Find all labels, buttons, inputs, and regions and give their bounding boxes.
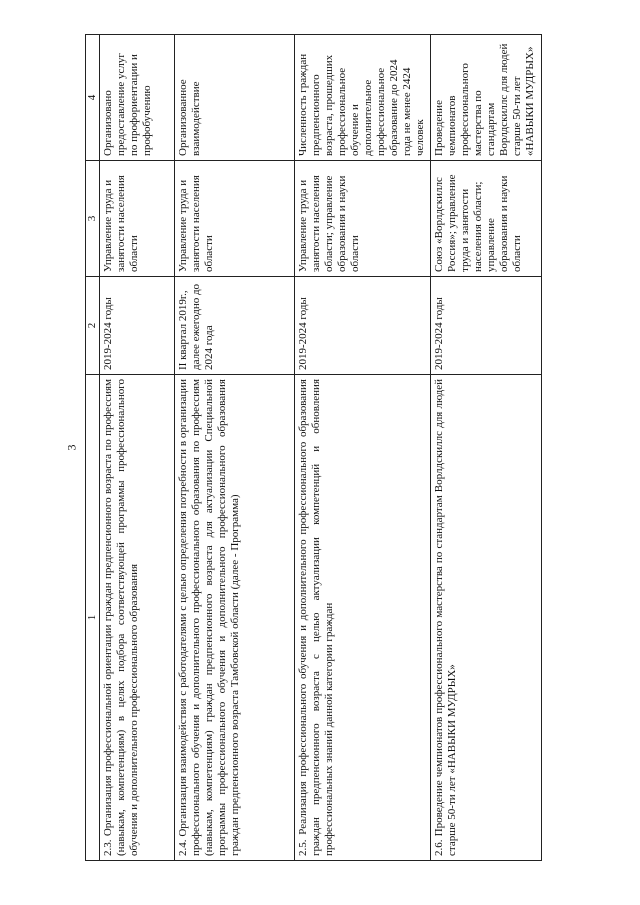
period-cell: 2019-2024 годы [99, 277, 174, 375]
table-row [294, 35, 430, 861]
executors-cell: Управление труда и занятости населения области [99, 161, 174, 277]
executors-cell: Союз «Ворлдскиллс Россия»; управление труда и занятости населения области; управление образования и науки области [430, 161, 541, 277]
period-cell: 2019-2024 годы [430, 277, 541, 375]
action-plan-table [85, 34, 542, 861]
column-number: 4 [86, 35, 100, 161]
column-number: 3 [86, 161, 100, 277]
column-number: 2 [86, 277, 100, 375]
executors-cell: Управление труда и занятости населения области; управление образования и науки области [294, 161, 430, 277]
table-row [174, 35, 294, 861]
result-cell: Численность граждан предпенсионного возраста, прошедших профессиональное обучение и дополнительное профессиональное образование до 2024 года не менее 2424 человек [294, 35, 430, 161]
column-number: 1 [86, 375, 100, 861]
activity-cell: 2.5. Реализация профессионального обучения и дополнительного профессионального образования граждан предпенсионного возраста с целью актуализации компетенций и обновления профессиональных знаний данной категории граждан [294, 375, 430, 861]
page-number: 3 [64, 444, 79, 451]
period-cell: 2019-2024 годы [294, 277, 430, 375]
activity-cell: 2.3. Организация профессиональной ориентации граждан предпенсионного возраста по профессиям (навыкам, компетенциям) в целях подбора соответствующей программы профессионального обучения и дополнительного профессионального образования [99, 375, 174, 861]
column-numbers-row [86, 35, 100, 861]
activity-cell: 2.4. Организация взаимодействия с работодателями с целью определения потребности в организации профессионального обучения и дополнительного профессионального образования по профессиям (навыкам, компетенциям) граждан предпенсионного возраста для актуализации Специальной программы профессионального обучения и дополнительного профессионального образования граждан предпенсионного возраста Тамбовской области (далее - Программа) [174, 375, 294, 861]
result-cell: Организованное взаимодействие [174, 35, 294, 161]
table-container [85, 35, 536, 861]
result-cell: Организовано предоставление услуг по профориентации и профобучению [99, 35, 174, 161]
period-cell: II квартал 2019г., далее ежегодно до 2024 года [174, 277, 294, 375]
result-cell: Проведение чемпионатов профессионального мастерства по стандартам Ворлдскиллс для людей старше 50-ти лет «НАВЫКИ МУДРЫХ» [430, 35, 541, 161]
activity-cell: 2.6. Проведение чемпионатов профессионального мастерства по стандартам Ворлдскиллс для людей старше 50-ти лет «НАВЫКИ МУДРЫХ» [430, 375, 541, 861]
table-row [99, 35, 174, 861]
executors-cell: Управление труда и занятости населения области [174, 161, 294, 277]
table-row [430, 35, 541, 861]
